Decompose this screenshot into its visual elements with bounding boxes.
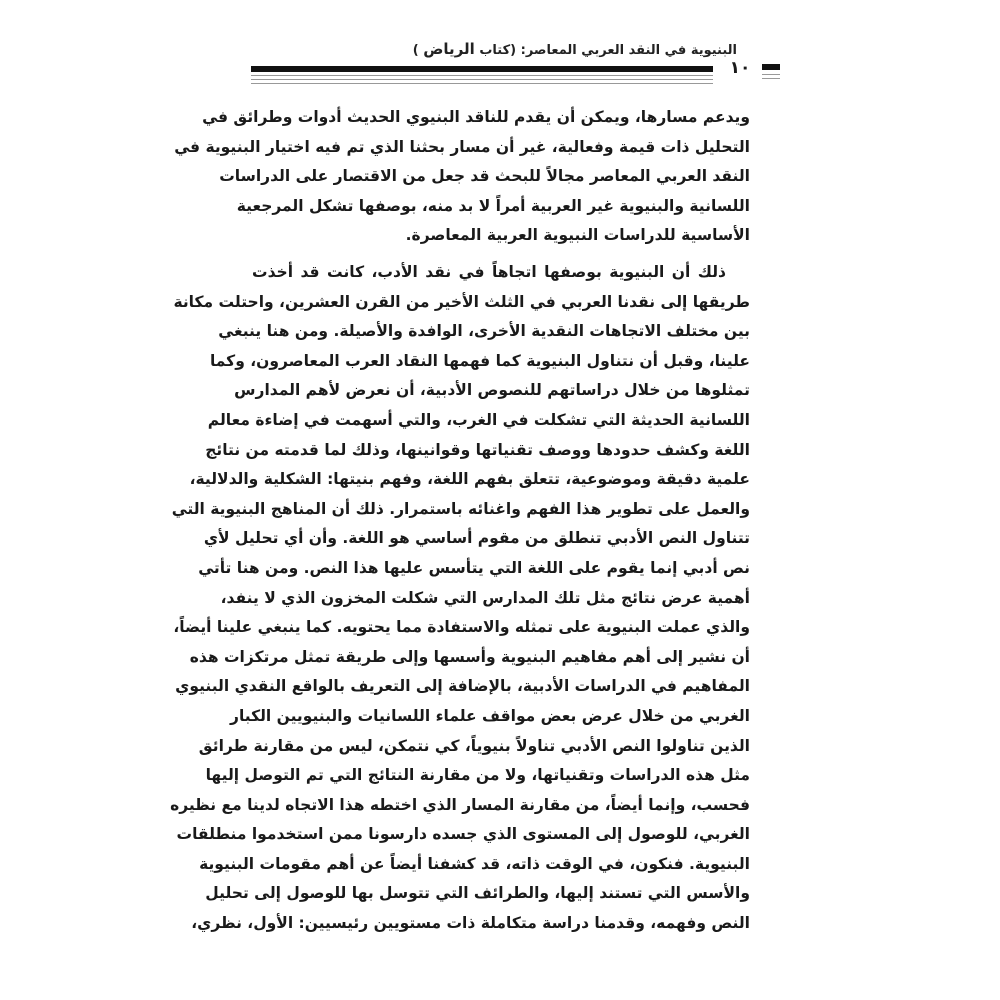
text-line: والأسس التي تستند إليها، والطرائف التي تتوسل بها للوصول إلى تحليل	[205, 884, 750, 903]
text-line: النص وفهمه، وقدمنا دراسة متكاملة ذات مستويين رئيسيين: الأول، نظري،	[191, 914, 750, 933]
text-line: أن نشير إلى أهم مفاهيم البنيوية وأسسها وإلى طريقة تمثل مرتكزات هذه	[189, 647, 750, 666]
text-line: مثل هذه الدراسات وتقنياتها، ولا من مقارنة النتائج التي تم التوصل إليها	[205, 766, 750, 785]
text-line: اللسانية والبنيوية غير العربية أمراً لا بد منه، بوصفها تشكل المرجعية	[236, 196, 750, 215]
text-line: تمثلوها من خلال دراساتهم للنصوص الأدبية، أن نعرض لأهم المدارس	[234, 381, 750, 400]
header-rule-thin	[251, 79, 713, 80]
paragraph-1	[174, 103, 750, 251]
text-line: تتناول النص الأدبي تنطلق من مقوم أساسي هو اللغة. وأن أي تحليل لأي	[203, 529, 750, 548]
text-line: المفاهيم في الدراسات الأدبية، بالإضافة إلى التعريف بالواقع النقدي البنيوي	[175, 677, 750, 696]
text-line: علينا، وقبل أن نتناول البنيوية كما فهمها النقاد العرب المعاصرون، وكما	[209, 351, 750, 370]
book-title: البنيوية في النقد العربي المعاصر: (كتاب	[479, 43, 737, 58]
corner-rule-thin	[762, 78, 780, 79]
text-line: اللغة وكشف حدودها ووصف تقنياتها وقوانينها، وذلك لما قدمته من نتائج	[205, 440, 750, 459]
text-line: علمية دقيقة وموضوعية، تتعلق بفهم اللغة، وفهم بنيتها: الشكلية والدلالية،	[189, 470, 750, 489]
text-line: طريقها إلى نقدنا العربي في الثلث الأخير من القرن العشرين، واحتلت مكانة	[173, 292, 750, 311]
corner-rule-thin	[762, 74, 780, 75]
text-line: والعمل على تطوير هذا الفهم واغنائه باستمرار. ذلك أن المناهج البنيوية التي	[171, 499, 750, 518]
publisher-logo: الرياض	[423, 40, 475, 58]
header-rule	[251, 66, 713, 72]
text-line: اللسانية الحديثة التي تشكلت في الغرب، والتي أسهمت في إضاءة معالم	[207, 410, 750, 429]
text-line: أهمية عرض نتائج مثل تلك المدارس التي شكلت المخزون الذي لا ينفد،	[220, 588, 750, 607]
text-line: الذين تناولوا النص الأدبي تناولاً بنيوياً، كي نتمكن، ليس من مقارنة طرائق	[198, 736, 750, 755]
text-line: النقد العربي المعاصر مجالاً للبحث قد جعل من الاقتصار على الدراسات	[219, 167, 750, 186]
text-line: الأساسية للدراسات النبيوية العربية المعاصرة.	[405, 226, 750, 245]
text-line: فحسب، وإنما أيضاً، من مقارنة المسار الذي اختطه هذا الاتجاه لدينا مع نظيره	[170, 795, 750, 814]
text-line: البنيوية. فنكون، في الوقت ذاته، قد كشفنا أيضاً عن أهم مقومات البنيوية	[199, 854, 750, 873]
text-line: الغربي من خلال عرض بعض مواقف علماء اللسانيات والبنيويين الكبار	[230, 706, 750, 725]
title-close-paren: )	[412, 43, 419, 58]
header-rule-thin	[251, 83, 713, 84]
text-line: والذي عملت البنيوية على تمثله والاستفادة مما يحتويه. كما ينبغي علينا أيضاً،	[173, 618, 750, 637]
text-line: بين مختلف الاتجاهات النقدية الأخرى، الوافدة والأصيلة. ومن هنا ينبغي	[218, 322, 750, 341]
paragraph-2	[170, 258, 750, 939]
text-line: نص أدبي إنما يقوم على اللغة التي يتأسس عليها هذا النص. ومن هنا تأتي	[198, 558, 750, 577]
page-number: ١٠	[729, 58, 751, 78]
text-line: ذلك أن البنيوية بوصفها اتجاهاً في نقد الأدب، كانت قد أخذت	[252, 263, 726, 281]
corner-rule	[762, 64, 780, 70]
text-line: الغربي، للوصول إلى المستوى الذي جسده دارسونا ممن استخدموا منطلقات	[176, 825, 750, 844]
header-rule-thin	[251, 75, 713, 76]
text-line: التحليل ذات قيمة وفعالية، غير أن مسار بحثنا الذي تم فيه اختيار البنيوية في	[174, 137, 750, 156]
text-line: ويدعم مسارها، ويمكن أن يقدم للناقد البنيوي الحديث أدوات وطرائق في	[202, 108, 750, 126]
running-head	[400, 40, 737, 58]
